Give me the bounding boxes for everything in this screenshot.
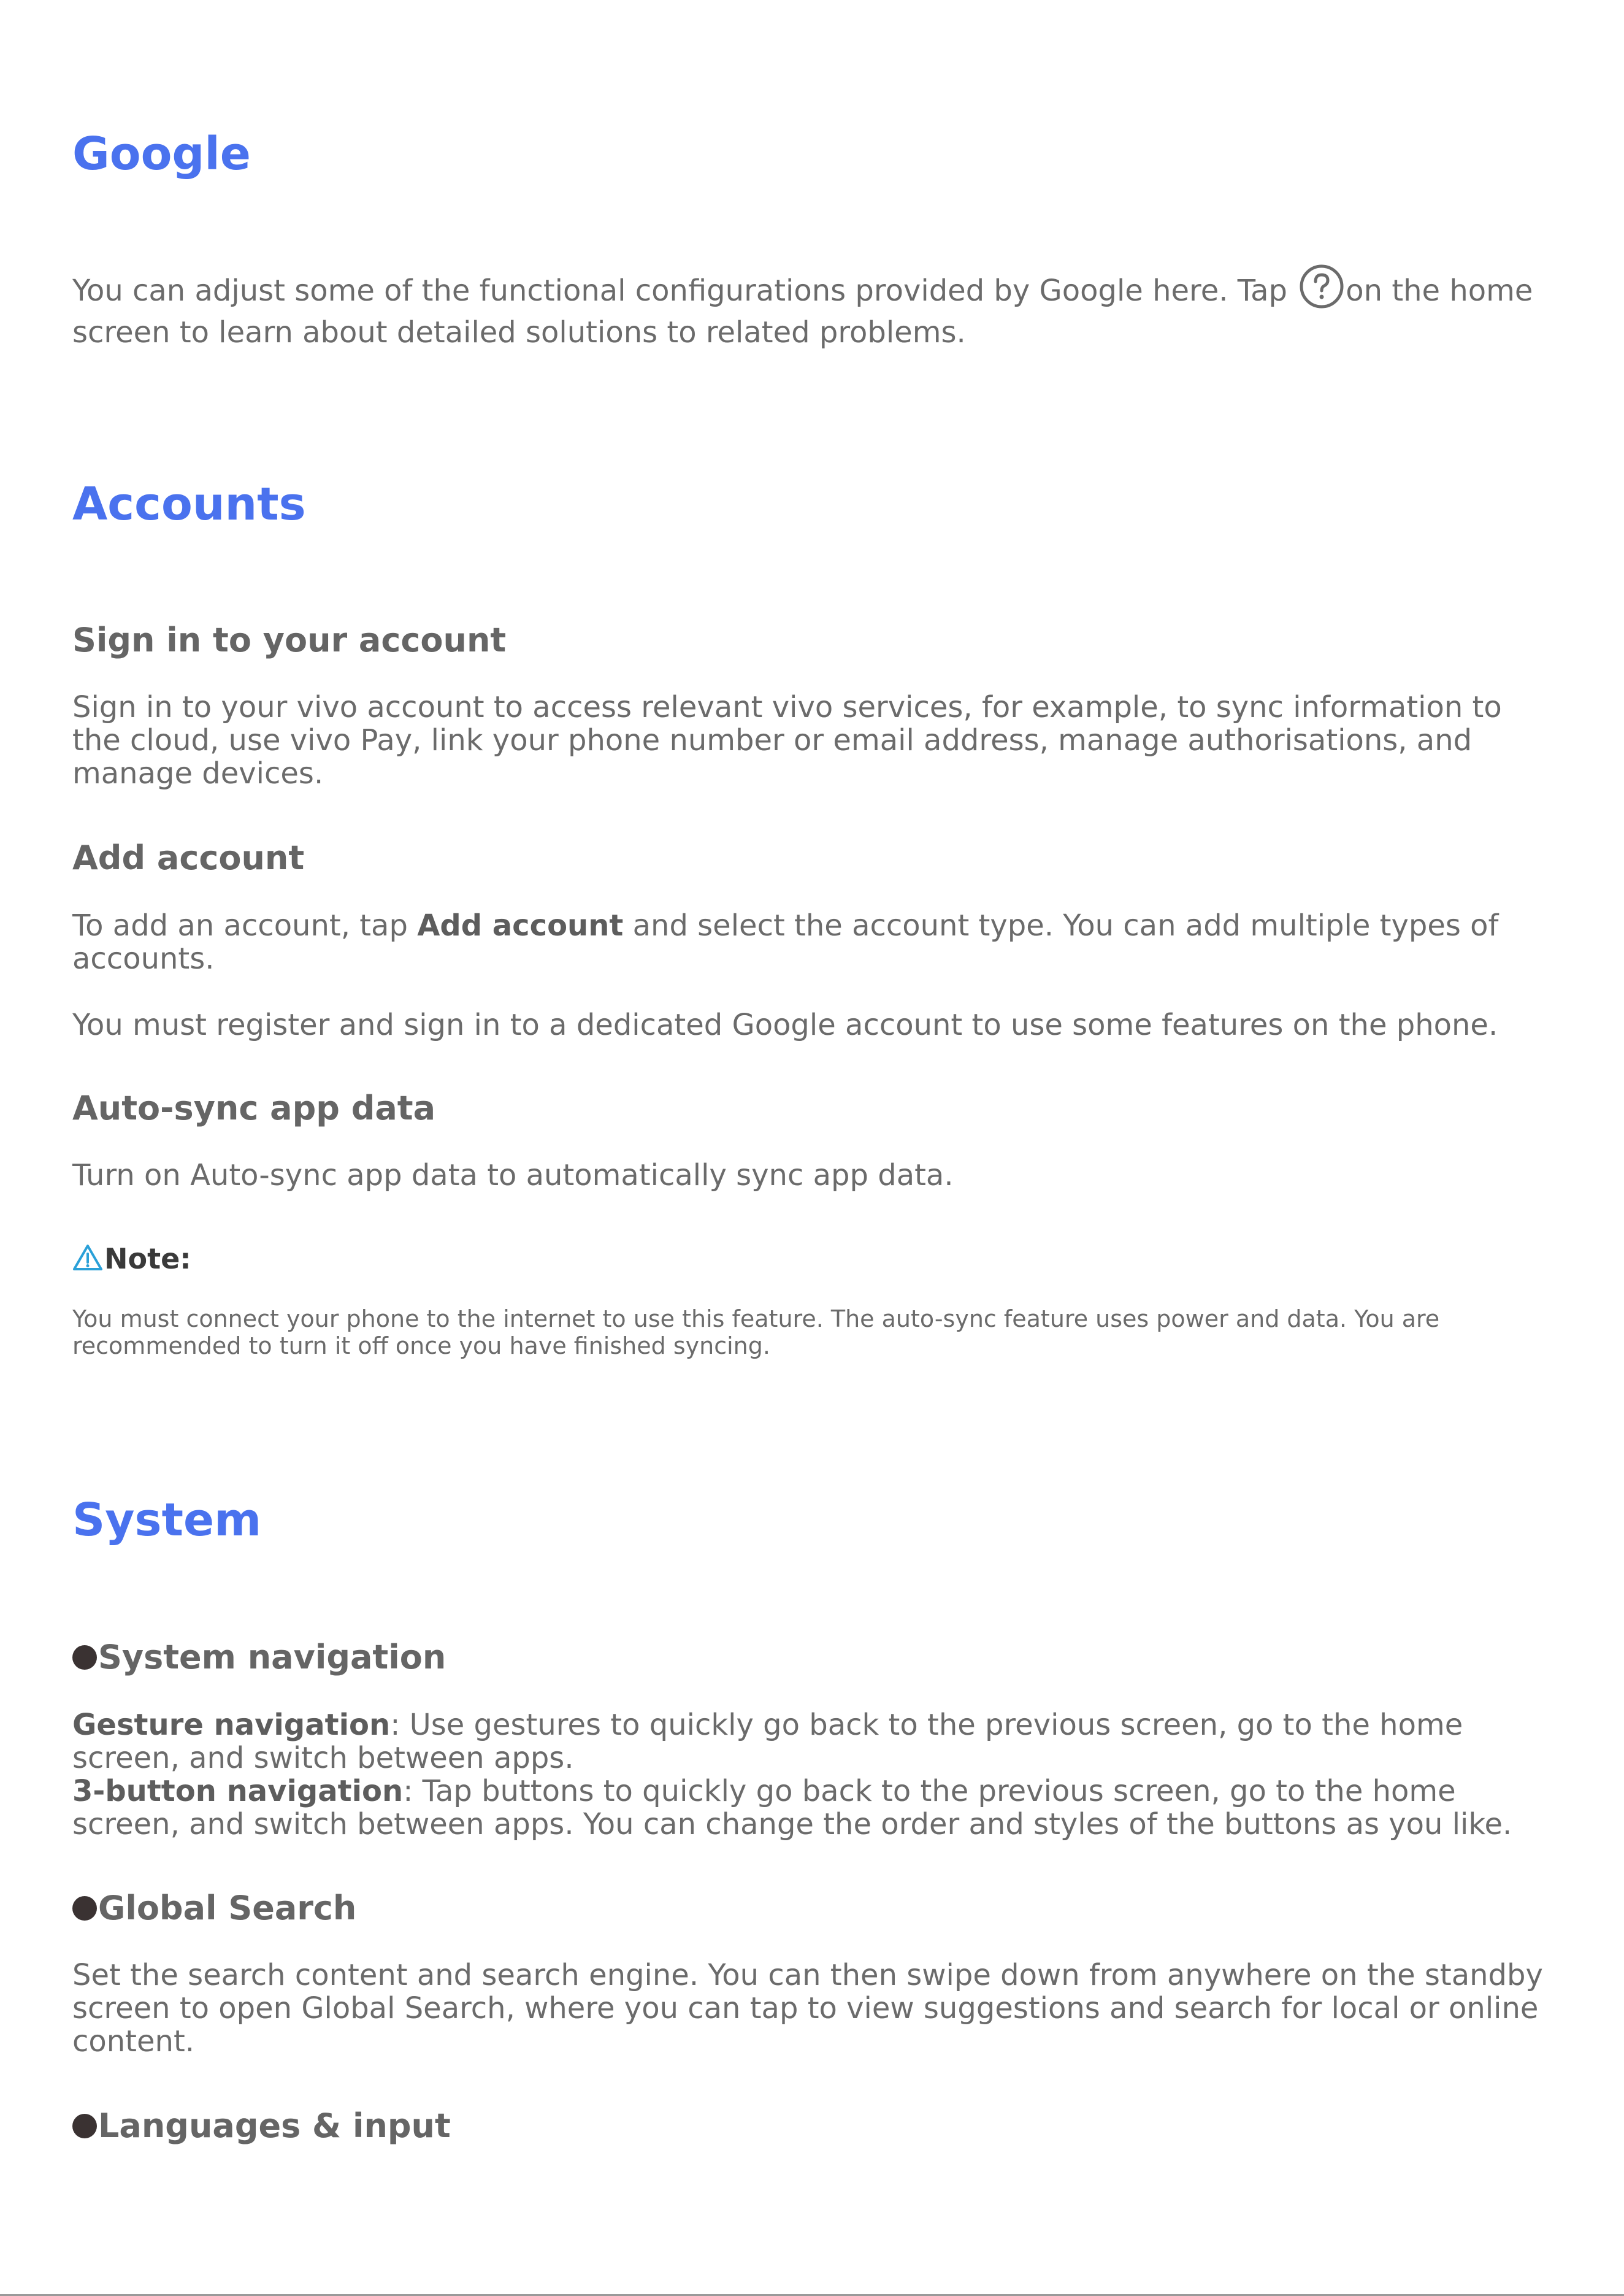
google-text-after: on the home screen to learn about detailed solutions to related problems. xyxy=(72,274,1533,350)
section-title-google: Google xyxy=(72,128,251,180)
note-label-row xyxy=(72,1244,191,1275)
gesture-navigation-text xyxy=(72,1708,1544,1775)
note-text: You must connect your phone to the internet to use this feature. The auto-sync feature uses power and data. You are recommended to turn it off once you have finished syncing. xyxy=(72,1305,1440,1359)
button-navigation-text xyxy=(72,1775,1544,1841)
languages-heading-text: Languages & input xyxy=(98,2106,451,2145)
add-account-text-2: You must register and sign in to a dedicated Google account to use some features on the phone. xyxy=(72,1008,1498,1042)
heading-add-account: Add account xyxy=(72,839,305,877)
section-title-system: System xyxy=(72,1494,262,1546)
heading-auto-sync: Auto-sync app data xyxy=(72,1089,436,1127)
section-title-accounts: Accounts xyxy=(72,478,306,531)
heading-languages-input xyxy=(72,2106,451,2145)
warning-triangle-icon xyxy=(72,1244,103,1275)
add-account-text xyxy=(72,909,1544,975)
heading-global-search xyxy=(72,1889,357,1927)
gesture-navigation-desc: : Use gestures to quickly go back to the previous screen, go to the home screen, and switch between apps. xyxy=(72,1708,1463,1775)
button-navigation-desc: : Tap buttons to quickly go back to the previous screen, go to the home screen, and switch between apps. You can change the order and styles of the buttons as you like. xyxy=(72,1774,1512,1841)
sign-in-text: Sign in to your vivo account to access relevant vivo services, for example, to sync information to the cloud, use vivo Pay, link your phone number or email address, manage authorisations, and manage devices. xyxy=(72,690,1502,791)
bullet-icon xyxy=(72,2114,97,2138)
heading-system-navigation xyxy=(72,1638,446,1676)
bullet-icon xyxy=(72,1896,97,1921)
add-account-bold: Add account xyxy=(417,908,624,943)
heading-sign-in: Sign in to your account xyxy=(72,621,507,659)
add-account-text-after: and select the account type. You can add multiple types of accounts. xyxy=(72,908,1499,976)
auto-sync-text: Turn on Auto-sync app data to automatically sync app data. xyxy=(72,1158,954,1192)
global-search-text: Set the search content and search engine. You can then swipe down from anywhere on the standby screen to open Global Search, where you can tap to view suggestions and search for local or online content. xyxy=(72,1958,1543,2059)
add-account-text-before: To add an account, tap xyxy=(72,908,418,943)
google-description xyxy=(72,264,1544,349)
gesture-navigation-bold: Gesture navigation xyxy=(72,1708,391,1742)
help-circle-icon xyxy=(1299,264,1344,316)
bullet-icon xyxy=(72,1645,97,1670)
system-navigation-heading-text: System navigation xyxy=(98,1638,446,1676)
google-text-before: You can adjust some of the functional configurations provided by Google here. Tap xyxy=(72,274,1297,308)
note-label: Note: xyxy=(104,1242,191,1275)
button-navigation-bold: 3-button navigation xyxy=(72,1774,404,1808)
global-search-heading-text: Global Search xyxy=(98,1889,357,1927)
